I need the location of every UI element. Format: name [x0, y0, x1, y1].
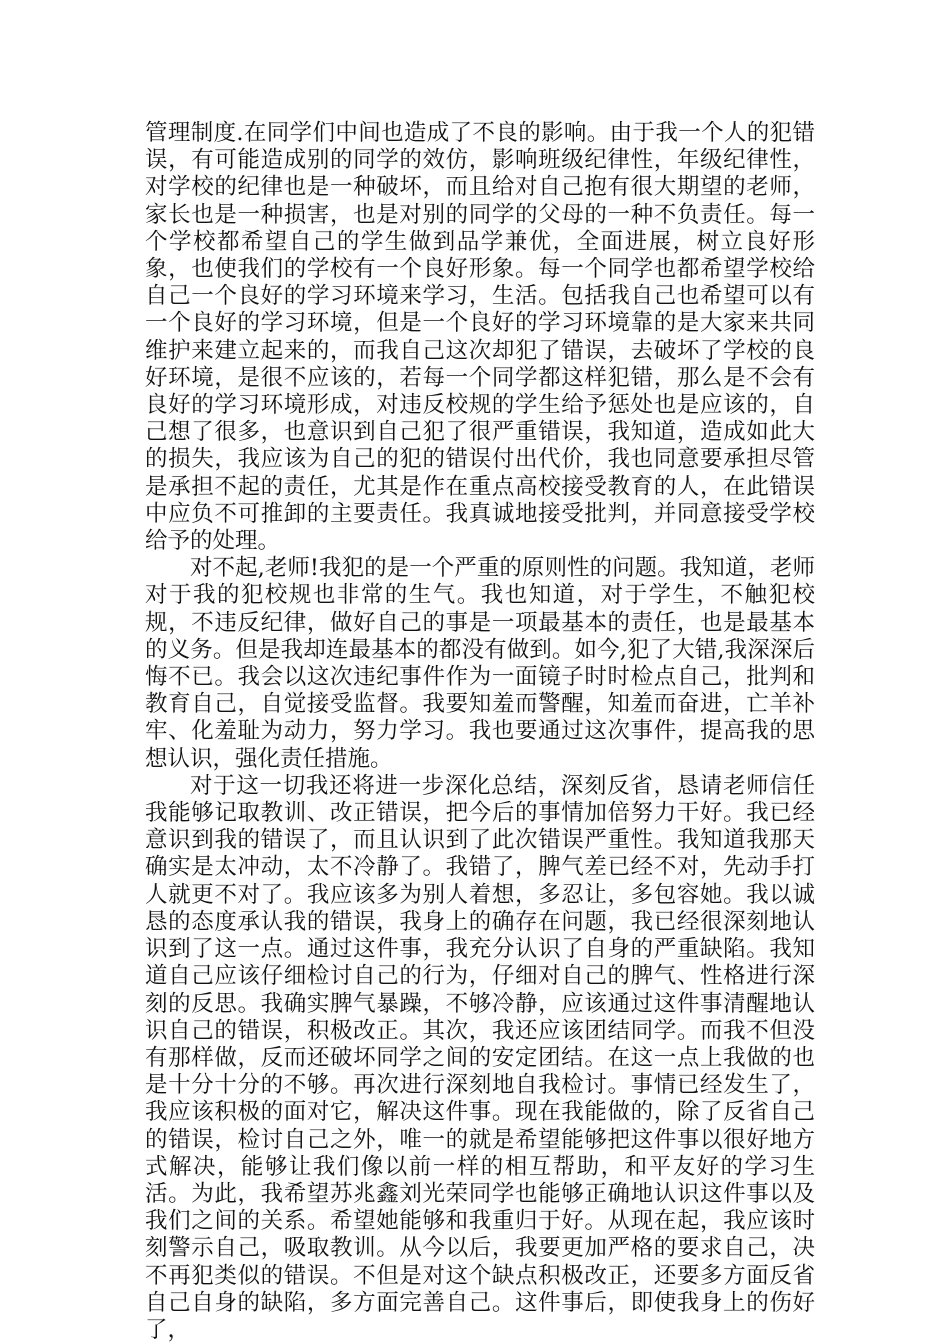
paragraph-3: 对于这一切我还将进一步深化总结，深刻反省，恳请老师信任我能够记取教训、改正错误，把今后的事情加倍努力干好。我已经意识到我的错误了，而且认识到了此次错误严重性。我知道我那天确实是太冲动，太不冷静了。我错了，脾气差已经不对，先动手打人就更不对了。我应该多为别人着想，多忍让，多包容她。我以诚恳的态度承认我的错误，我身上的确存在问题，我已经很深刻地认识到了这一点。通过这件事，我充分认识了自身的严重缺陷。我知道自己应该仔细检讨自己的行为，仔细对自己的脾气、性格进行深刻的反思。我确实脾气暴躁，不够冷静，应该通过这件事清醒地认识自己的错误，积极改正。其次，我还应该团结同学。而我不但没有那样做，反而还破坏同学之间的安定团结。在这一点上我做的也是十分十分的不够。再次进行深刻地自我检讨。事情已经发生了，我应该积极的面对它，解决这件事。现在我能做的，除了反省自己的错误，检讨自己之外，唯一的就是希望能够把这件事以很好地方式解决，能够让我们像以前一样的相互帮助，和平友好的学习生活。为此，我希望苏兆鑫刘光荣同学也能够正确地认识这件事以及我们之间的关系。希望她能够和我重归于好。从现在起，我应该时刻警示自己，吸取教训。从今以后，我要更加严格的要求自己，决不再犯类似的错误。不但是对这个缺点积极改正，还要多方面反省自己自身的缺陷，多方面完善自己。这件事后，即使我身上的伤好了，	[145, 772, 815, 1343]
paragraph-2: 对不起,老师!我犯的是一个严重的原则性的问题。我知道，老师对于我的犯校规也非常的生气。我也知道，对于学生，不触犯校规，不违反纪律，做好自己的事是一项最基本的责任，也是最基本的义务。但是我却连最基本的都没有做到。如今,犯了大错,我深深后悔不已。我会以这次违纪事件作为一面镜子时时检点自己，批判和教育自己，自觉接受监督。我要知羞而警醒，知羞而奋进，亡羊补牢、化羞耻为动力，努力学习。我也要通过这次事件，提高我的思想认识，强化责任措施。	[145, 555, 815, 772]
document-body	[145, 120, 815, 1344]
paragraph-1: 管理制度.在同学们中间也造成了不良的影响。由于我一个人的犯错误，有可能造成别的同学的效仿，影响班级纪律性，年级纪律性，对学校的纪律也是一种破坏，而且给对自己抱有很大期望的老师，家长也是一种损害，也是对别的同学的父母的一种不负责任。每一个学校都希望自己的学生做到品学兼优，全面进展，树立良好形象，也使我们的学校有一个良好形象。每一个同学也都希望学校给自己一个良好的学习环境来学习，生活。包括我自己也希望可以有一个良好的学习环境，但是一个良好的学习环境靠的是大家来共同维护来建立起来的，而我自己这次却犯了错误，去破坏了学校的良好环境，是很不应该的，若每一个同学都这样犯错，那么是不会有良好的学习环境形成，对违反校规的学生给予惩处也是应该的，自己想了很多，也意识到自己犯了很严重错误，我知道，造成如此大的损失，我应该为自己的犯的错误付出代价，我也同意要承担尽管是承担不起的责任，尤其是作在重点高校接受教育的人，在此错误中应负不可推卸的主要责任。我真诚地接受批判，并同意接受学校给予的处理。	[145, 120, 815, 555]
